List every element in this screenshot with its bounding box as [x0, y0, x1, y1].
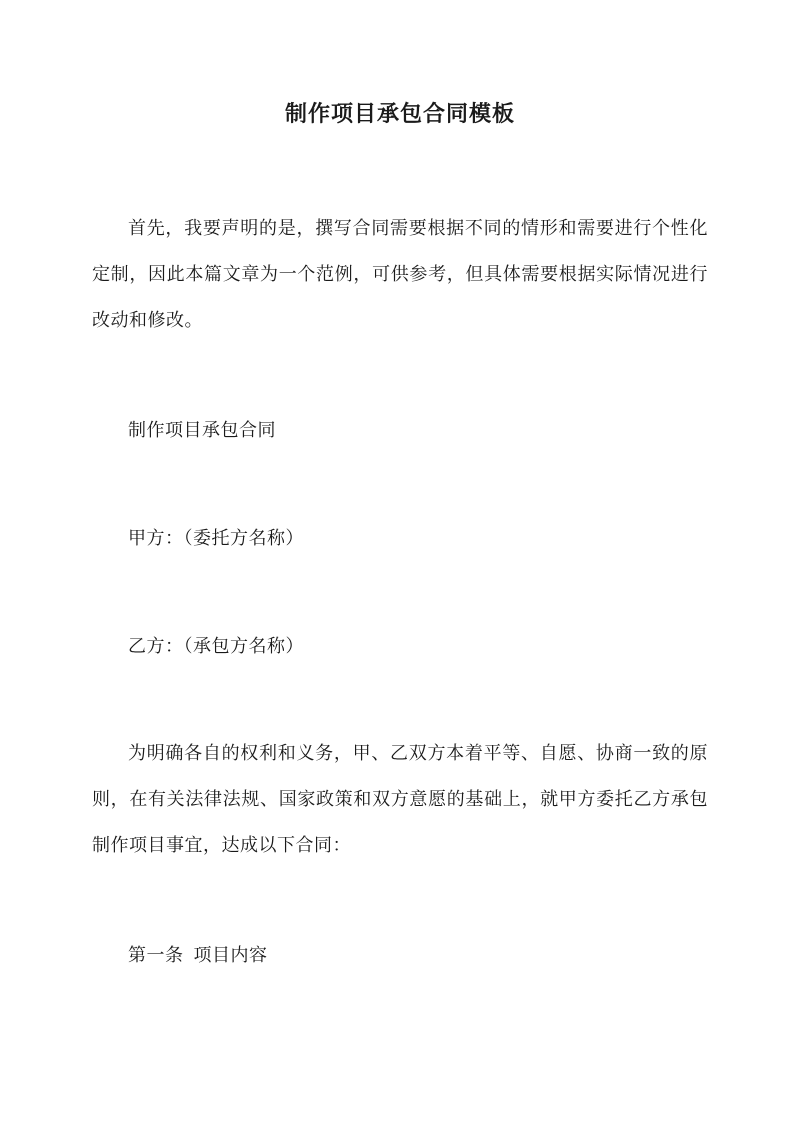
article-1-heading — [92, 933, 708, 979]
article-1-number: 第一条 — [128, 945, 184, 966]
contract-heading: 制作项目承包合同 — [128, 420, 276, 441]
party-a-line: 甲方：（委托方名称） — [128, 528, 304, 549]
purpose-paragraph: 为明确各自的权利和义务，甲、乙双方本着平等、自愿、协商一致的原则，在有关法律法规、国家政策和双方意愿的基础上，就甲方委托乙方承包制作项目事宜，达成以下合同： — [92, 743, 708, 856]
document-title: 制作项目承包合同模板 — [284, 101, 515, 127]
party-b-line: 乙方：（承包方名称） — [128, 636, 304, 657]
article-1-title: 项目内容 — [193, 945, 268, 966]
intro-paragraph: 首先，我要声明的是，撰写合同需要根据不同的情形和需要进行个性化定制，因此本篇文章为一个范例，可供参考，但具体需要根据实际情况进行改动和修改。 — [92, 218, 708, 331]
